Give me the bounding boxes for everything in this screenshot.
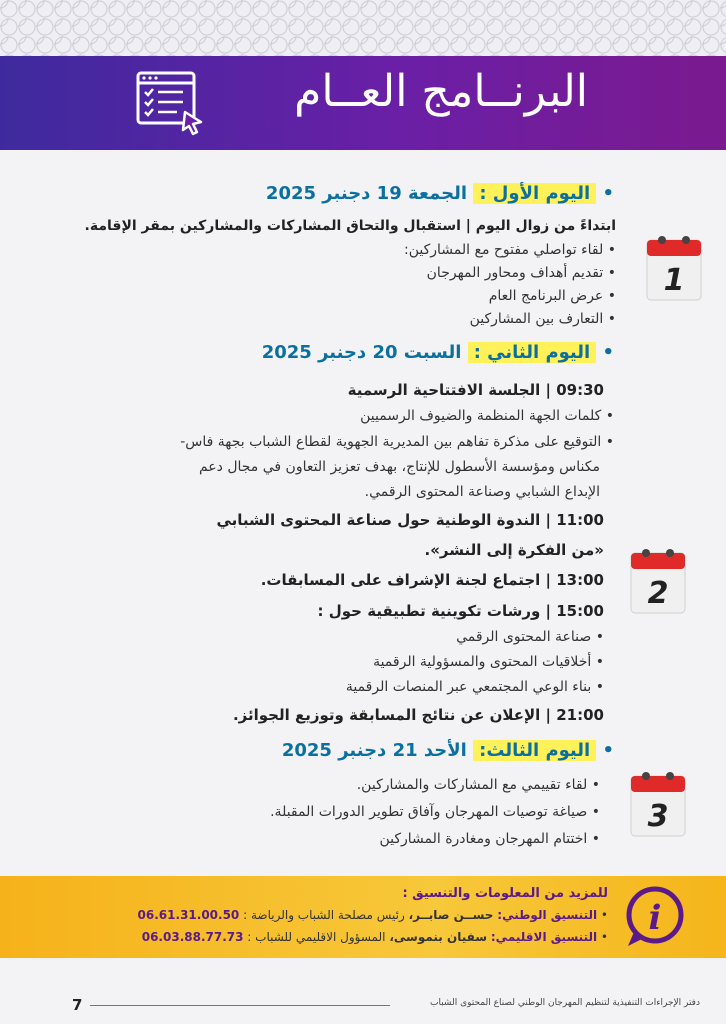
day1-name: اليوم الأول : [473,183,596,204]
day3-name: اليوم الثالث: [473,740,596,761]
calendar-icon-day1 [644,232,704,302]
day3-date: الأحد 21 دجنبر 2025 [281,740,467,761]
workshop-item: • أخلاقيات المحتوى والمسؤولية الرقمية [373,654,604,670]
day2-name: اليوم الثاني : [468,342,597,363]
calendar-number: 2 [647,576,669,611]
day1-item: • عرض البرنامج العام [488,288,616,304]
calendar-number: 1 [663,263,685,298]
session-title: 13:00 | اجتماع لجنة الإشراف على المسابقات. [260,571,604,589]
day1-item: • التعارف بين المشاركين [469,311,616,327]
info-row-provincial: • التنسيق الاقليمي: سفيان بنموسى، المسؤول الاقليمي للشباب : 06.03.88.77.73 [141,930,608,944]
day1-intro: ابتداءً من زوال اليوم | استقبال والتحاق المشاركات والمشاركين بمقر الإقامة. [84,218,616,234]
day3-item: • اختتام المهرجان ومغادرة المشاركين [379,831,600,847]
day2-heading [262,342,614,363]
session-title: 09:30 | الجلسة الافتتاحية الرسمية [347,381,604,399]
calendar-number: 3 [647,799,669,834]
page-title: البرنــامج العــام [294,66,588,117]
session-title: 15:00 | ورشات تكوينية تطبيقية حول : [317,602,604,620]
session-title: 11:00 | الندوة الوطنية حول صناعة المحتوى الشبابي [216,511,604,529]
info-letter: i [648,898,662,938]
page-number: 7 [72,996,83,1014]
bullet-icon: • [602,342,614,363]
info-row-national: • التنسيق الوطني: حســن صابــر، رئيس مصلحة الشباب والرياضة : 06.61.31.00.50 [137,908,608,922]
info-icon [624,884,686,950]
day3-item: • لقاء تقييمي مع المشاركات والمشاركين. [356,777,600,793]
footer-divider [90,1005,390,1006]
footer-text: دفتر الإجراءات التنفيذية لتنظيم المهرجان الوطني لصناع المحتوى الشباب [430,998,700,1008]
day2-date: السبت 20 دجنبر 2025 [261,342,462,363]
session-item-continued: الإبداع الشبابي وصناعة المحتوى الرقمي. [364,484,600,500]
workshop-item: • صناعة المحتوى الرقمي [456,629,604,645]
checklist-icon [135,70,207,136]
day1-heading [266,183,614,204]
info-title: للمزيد من المعلومات والتنسيق : [402,886,608,901]
session-item-continued: مكناس ومؤسسة الأسطول للإنتاج، بهدف تعزيز التعاون في مجال دعم [198,459,600,475]
decorative-pattern [0,0,726,56]
day1-item: • لقاء تواصلي مفتوح مع المشاركين: [404,242,616,258]
session-subtitle: «من الفكرة إلى النشر». [424,541,604,559]
day3-heading [282,740,614,761]
day3-item: • صياغة توصيات المهرجان وآفاق تطوير الدورات المقبلة. [270,804,600,820]
bullet-icon: • [602,740,614,761]
session-item: • التوقيع على مذكرة تفاهم بين المديرية الجهوية لقطاع الشباب بجهة فاس- [180,434,614,450]
session-title: 21:00 | الإعلان عن نتائج المسابقة وتوزيع الجوائز. [232,706,604,724]
workshop-item: • بناء الوعي المجتمعي عبر المنصات الرقمية [345,679,604,695]
day1-date: الجمعة 19 دجنبر 2025 [265,183,468,204]
calendar-icon-day2 [628,545,688,615]
session-item: • كلمات الجهة المنظمة والضيوف الرسميين [360,408,614,424]
calendar-icon-day3 [628,768,688,838]
bullet-icon: • [602,183,614,204]
day1-item: • تقديم أهداف ومحاور المهرجان [426,265,616,281]
